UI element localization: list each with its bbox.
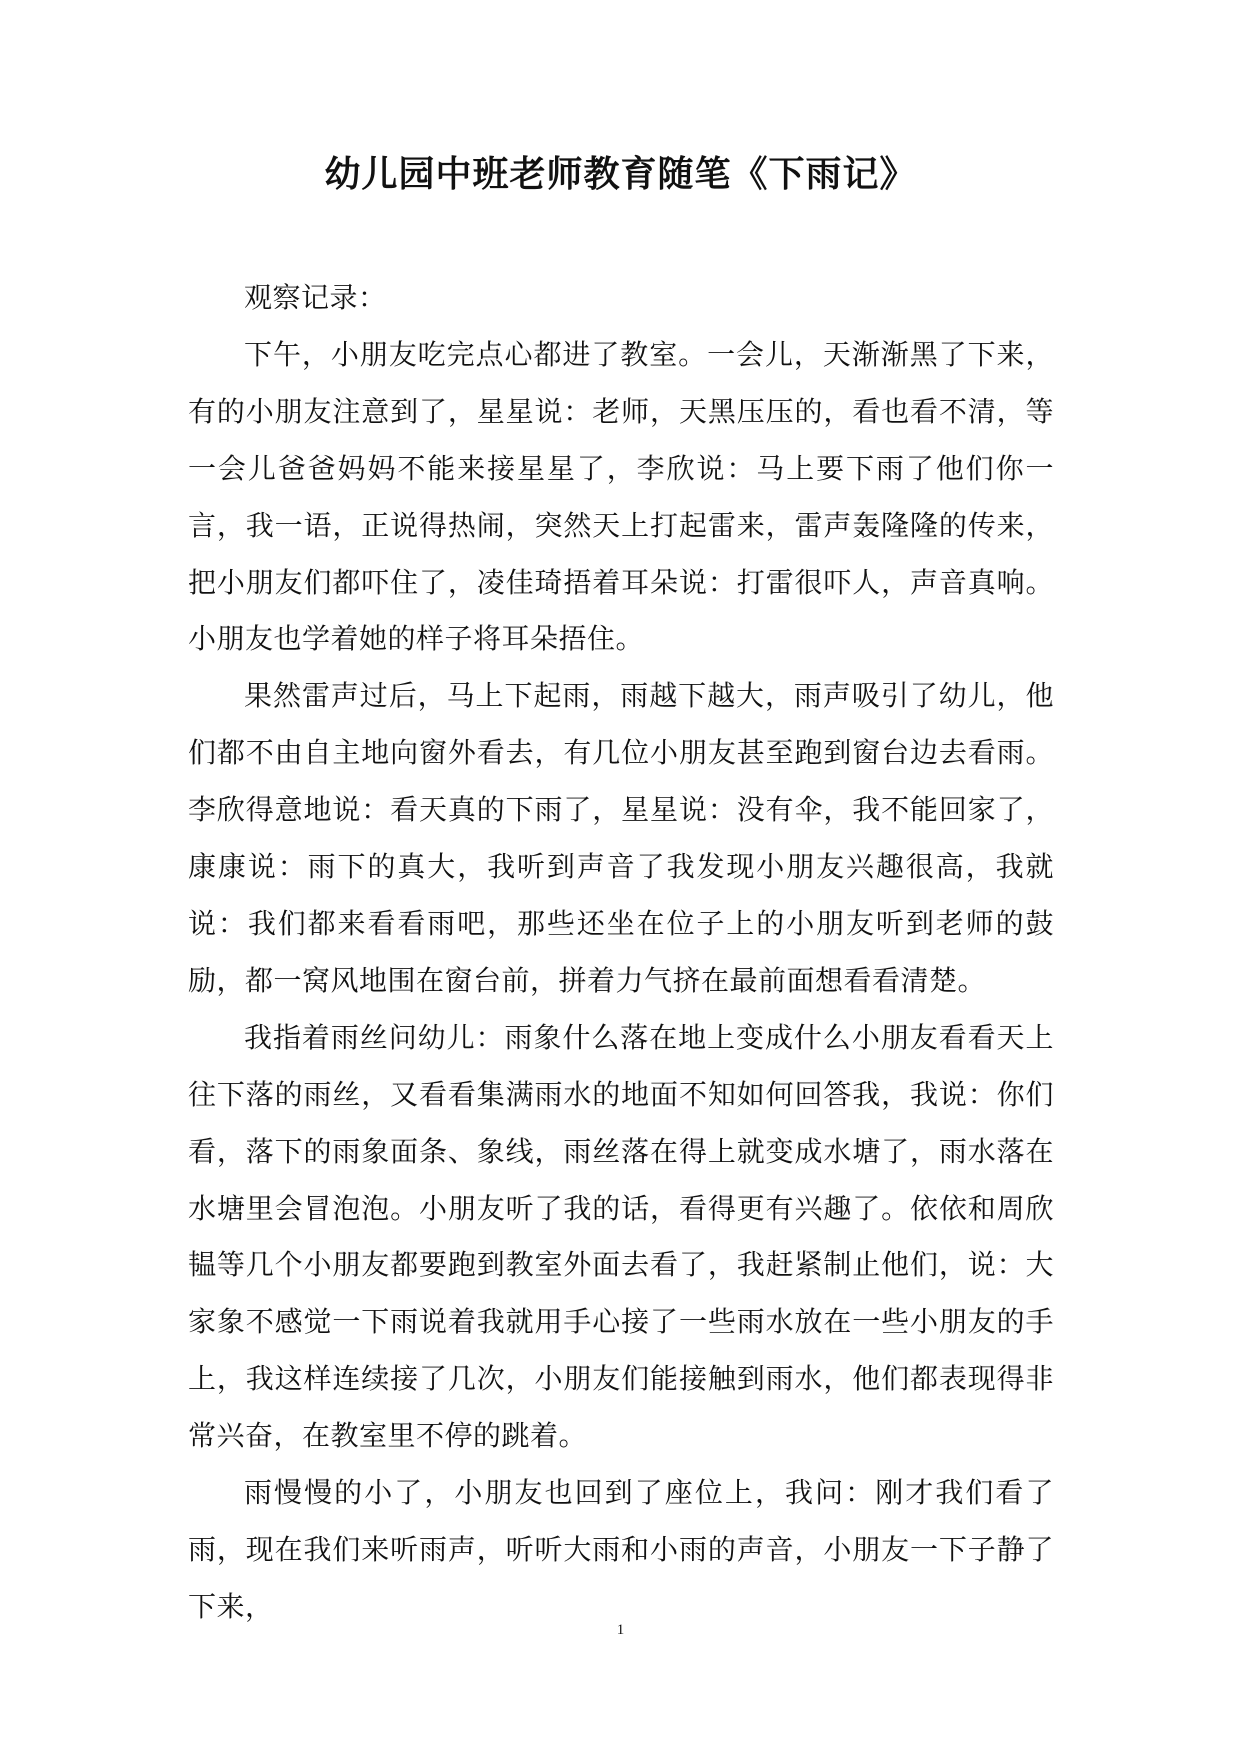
document-title: 幼儿园中班老师教育随笔《下雨记》: [324, 154, 917, 195]
paragraph-afternoon: 下午，小朋友吃完点心都进了教室。一会儿，天渐渐黑了下来，有的小朋友注意到了，星星说：老师，天黑压压的，看也看不清，等一会儿爸爸妈妈不能来接星星了，李欣说：马上要下雨了他们你一言，我一语，正说得热闹，突然天上打起雷来，雷声轰隆隆的传来，把小朋友们都吓住了，凌佳琦捂着耳朵说：打雷很吓人，声音真响。小朋友也学着她的样子将耳朵捂住。: [188, 337, 1054, 656]
paragraph-rain-sounds: 雨慢慢的小了，小朋友也回到了座位上，我问：刚才我们看了雨，现在我们来听雨声，听听大雨和小雨的声音，小朋友一下子静了下来，: [188, 1476, 1054, 1623]
document-body: [188, 270, 1054, 1636]
paragraph-rain-starts: 果然雷声过后，马上下起雨，雨越下越大，雨声吸引了幼儿，他们都不由自主地向窗外看去，有几位小朋友甚至跑到窗台边去看雨。李欣得意地说：看天真的下雨了，星星说：没有伞，我不能回家了，康康说：雨下的真大，我听到声音了我发现小朋友兴趣很高，我就说：我们都来看看雨吧，那些还坐在位子上的小朋友听到老师的鼓励，都一窝风地围在窗台前，拼着力气挤在最前面想看看清楚。: [188, 679, 1054, 997]
paragraph-rain-questions: 我指着雨丝问幼儿：雨象什么落在地上变成什么小朋友看看天上往下落的雨丝，又看看集满雨水的地面不知如何回答我，我说：你们看，落下的雨象面条、象线，雨丝落在得上就变成水塘了，雨水落在水塘里会冒泡泡。小朋友听了我的话，看得更有兴趣了。依依和周欣韫等几个小朋友都要跑到教室外面去看了，我赶紧制止他们，说：大家象不感觉一下雨说着我就用手心接了一些雨水放在一些小朋友的手上，我这样连续接了几次，小朋友们能接触到雨水，他们都表现得非常兴奋，在教室里不停的跳着。: [188, 1020, 1054, 1453]
page-number: 1: [616, 1622, 625, 1638]
paragraph-observation-heading: 观察记录：: [244, 281, 387, 314]
